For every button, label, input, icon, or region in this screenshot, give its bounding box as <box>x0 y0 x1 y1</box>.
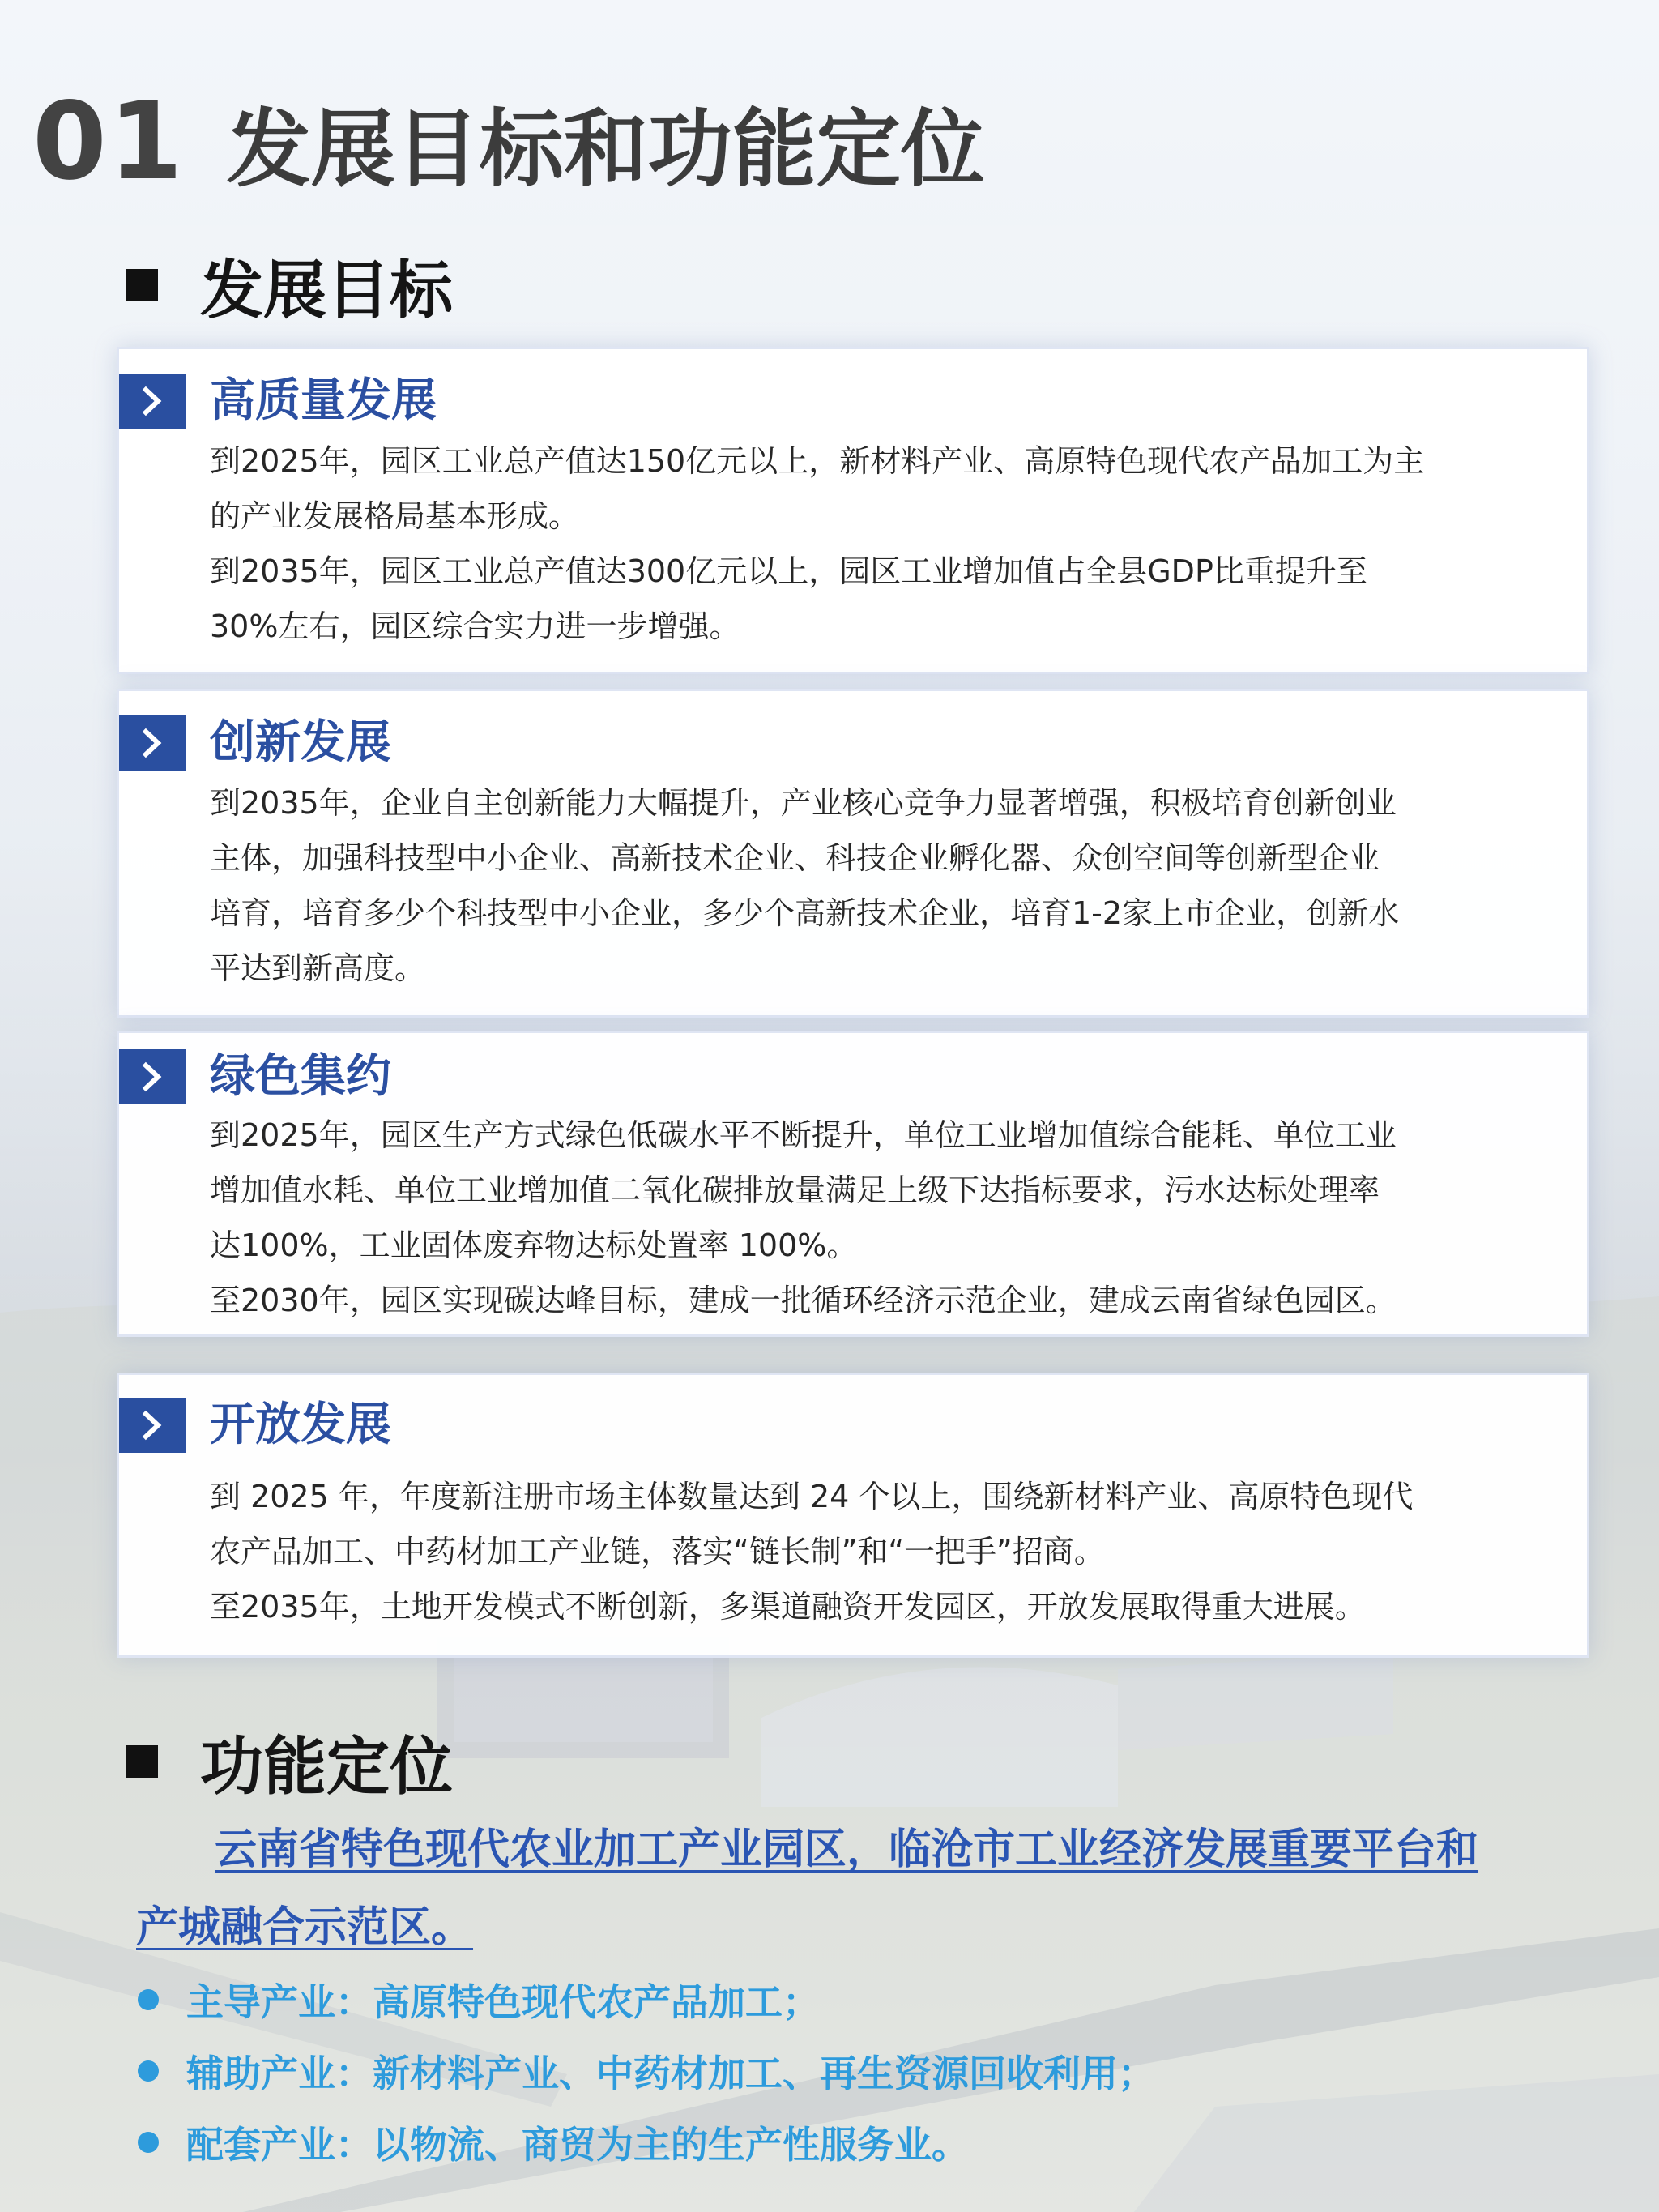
list-item <box>138 2035 1155 2107</box>
goal-card-quality <box>117 347 1589 674</box>
dot-bullet-icon <box>138 2060 159 2082</box>
card-line: 培育，培育多少个科技型中小企业，多少个高新技术企业，培育1-2家上市企业，创新水 <box>210 895 1400 931</box>
page-number: 01 <box>32 79 185 204</box>
chevron-right-icon <box>119 715 186 771</box>
card-line: 主体，加强科技型中小企业、高新技术企业、科技企业孵化器、众创空间等创新型企业 <box>210 840 1380 876</box>
card-line: 的产业发展格局基本形成。 <box>210 498 580 534</box>
page-heading <box>32 77 985 207</box>
card-title: 高质量发展 <box>210 374 437 427</box>
card-line: 农产品加工、中药材加工产业链，落实“链长制”和“一把手”招商。 <box>210 1534 1105 1569</box>
card-line: 到2035年，企业自主创新能力大幅提升，产业核心竞争力显著增强，积极培育创新创业 <box>210 785 1397 821</box>
goal-card-open <box>117 1373 1589 1658</box>
card-title: 开放发展 <box>210 1399 391 1451</box>
list-item-text: 配套产业：以物流、商贸为主的生产性服务业。 <box>186 2123 969 2167</box>
card-line: 增加值水耗、单位工业增加值二氧化碳排放量满足上级下达指标要求，污水达标处理率 <box>210 1172 1380 1208</box>
list-item-text: 辅助产业：新材料产业、中药材加工、再生资源回收利用； <box>186 2052 1155 2095</box>
card-body <box>210 1469 1579 1634</box>
section-heading-goals <box>126 240 453 331</box>
list-item <box>138 1964 1155 2035</box>
card-line: 30%左右，园区综合实力进一步增强。 <box>210 609 740 644</box>
chevron-right-icon <box>119 1398 186 1453</box>
square-bullet-icon <box>126 1745 158 1778</box>
card-line: 至2035年，土地开发模式不断创新，多渠道融资开发园区，开放发展取得重大进展。 <box>210 1589 1366 1625</box>
chevron-right-icon <box>119 1049 186 1104</box>
goal-card-green <box>117 1031 1589 1337</box>
section-title: 发展目标 <box>200 254 454 327</box>
card-line: 到2035年，园区工业总产值达300亿元以上，园区工业增加值占全县GDP比重提升至 <box>210 553 1367 589</box>
section-title: 功能定位 <box>200 1731 454 1804</box>
card-line: 达100%，工业固体废弃物达标处置率 100%。 <box>210 1228 858 1263</box>
section-heading-positioning <box>126 1716 453 1807</box>
list-item-text: 主导产业：高原特色现代农产品加工； <box>186 1980 820 2024</box>
page-title: 发展目标和功能定位 <box>226 100 985 199</box>
square-bullet-icon <box>126 269 158 301</box>
card-title: 绿色集约 <box>210 1050 391 1103</box>
list-item <box>138 2107 1155 2178</box>
card-body <box>210 775 1579 996</box>
dot-bullet-icon <box>138 2132 159 2153</box>
card-line: 平达到新高度。 <box>210 950 426 986</box>
dot-bullet-icon <box>138 1989 159 2010</box>
industry-list <box>138 1964 1155 2178</box>
goal-card-innovation <box>117 689 1589 1018</box>
card-body <box>210 1108 1579 1328</box>
positioning-statement-line1: 云南省特色现代农业加工产业园区，临沧市工业经济发展重要平台和 <box>215 1826 1479 1874</box>
card-body <box>210 433 1579 654</box>
card-title: 创新发展 <box>210 716 391 769</box>
card-line: 到2025年，园区工业总产值达150亿元以上，新材料产业、高原特色现代农产品加工为主 <box>210 443 1425 479</box>
chevron-right-icon <box>119 374 186 429</box>
card-line: 到2025年，园区生产方式绿色低碳水平不断提升，单位工业增加值综合能耗、单位工业 <box>210 1117 1397 1153</box>
card-line: 至2030年，园区实现碳达峰目标，建成一批循环经济示范企业，建成云南省绿色园区。 <box>210 1283 1397 1318</box>
positioning-statement-line2: 产城融合示范区。 <box>136 1903 474 1952</box>
card-line: 到 2025 年，年度新注册市场主体数量达到 24 个以上，围绕新材料产业、高原特色现代 <box>210 1479 1414 1514</box>
